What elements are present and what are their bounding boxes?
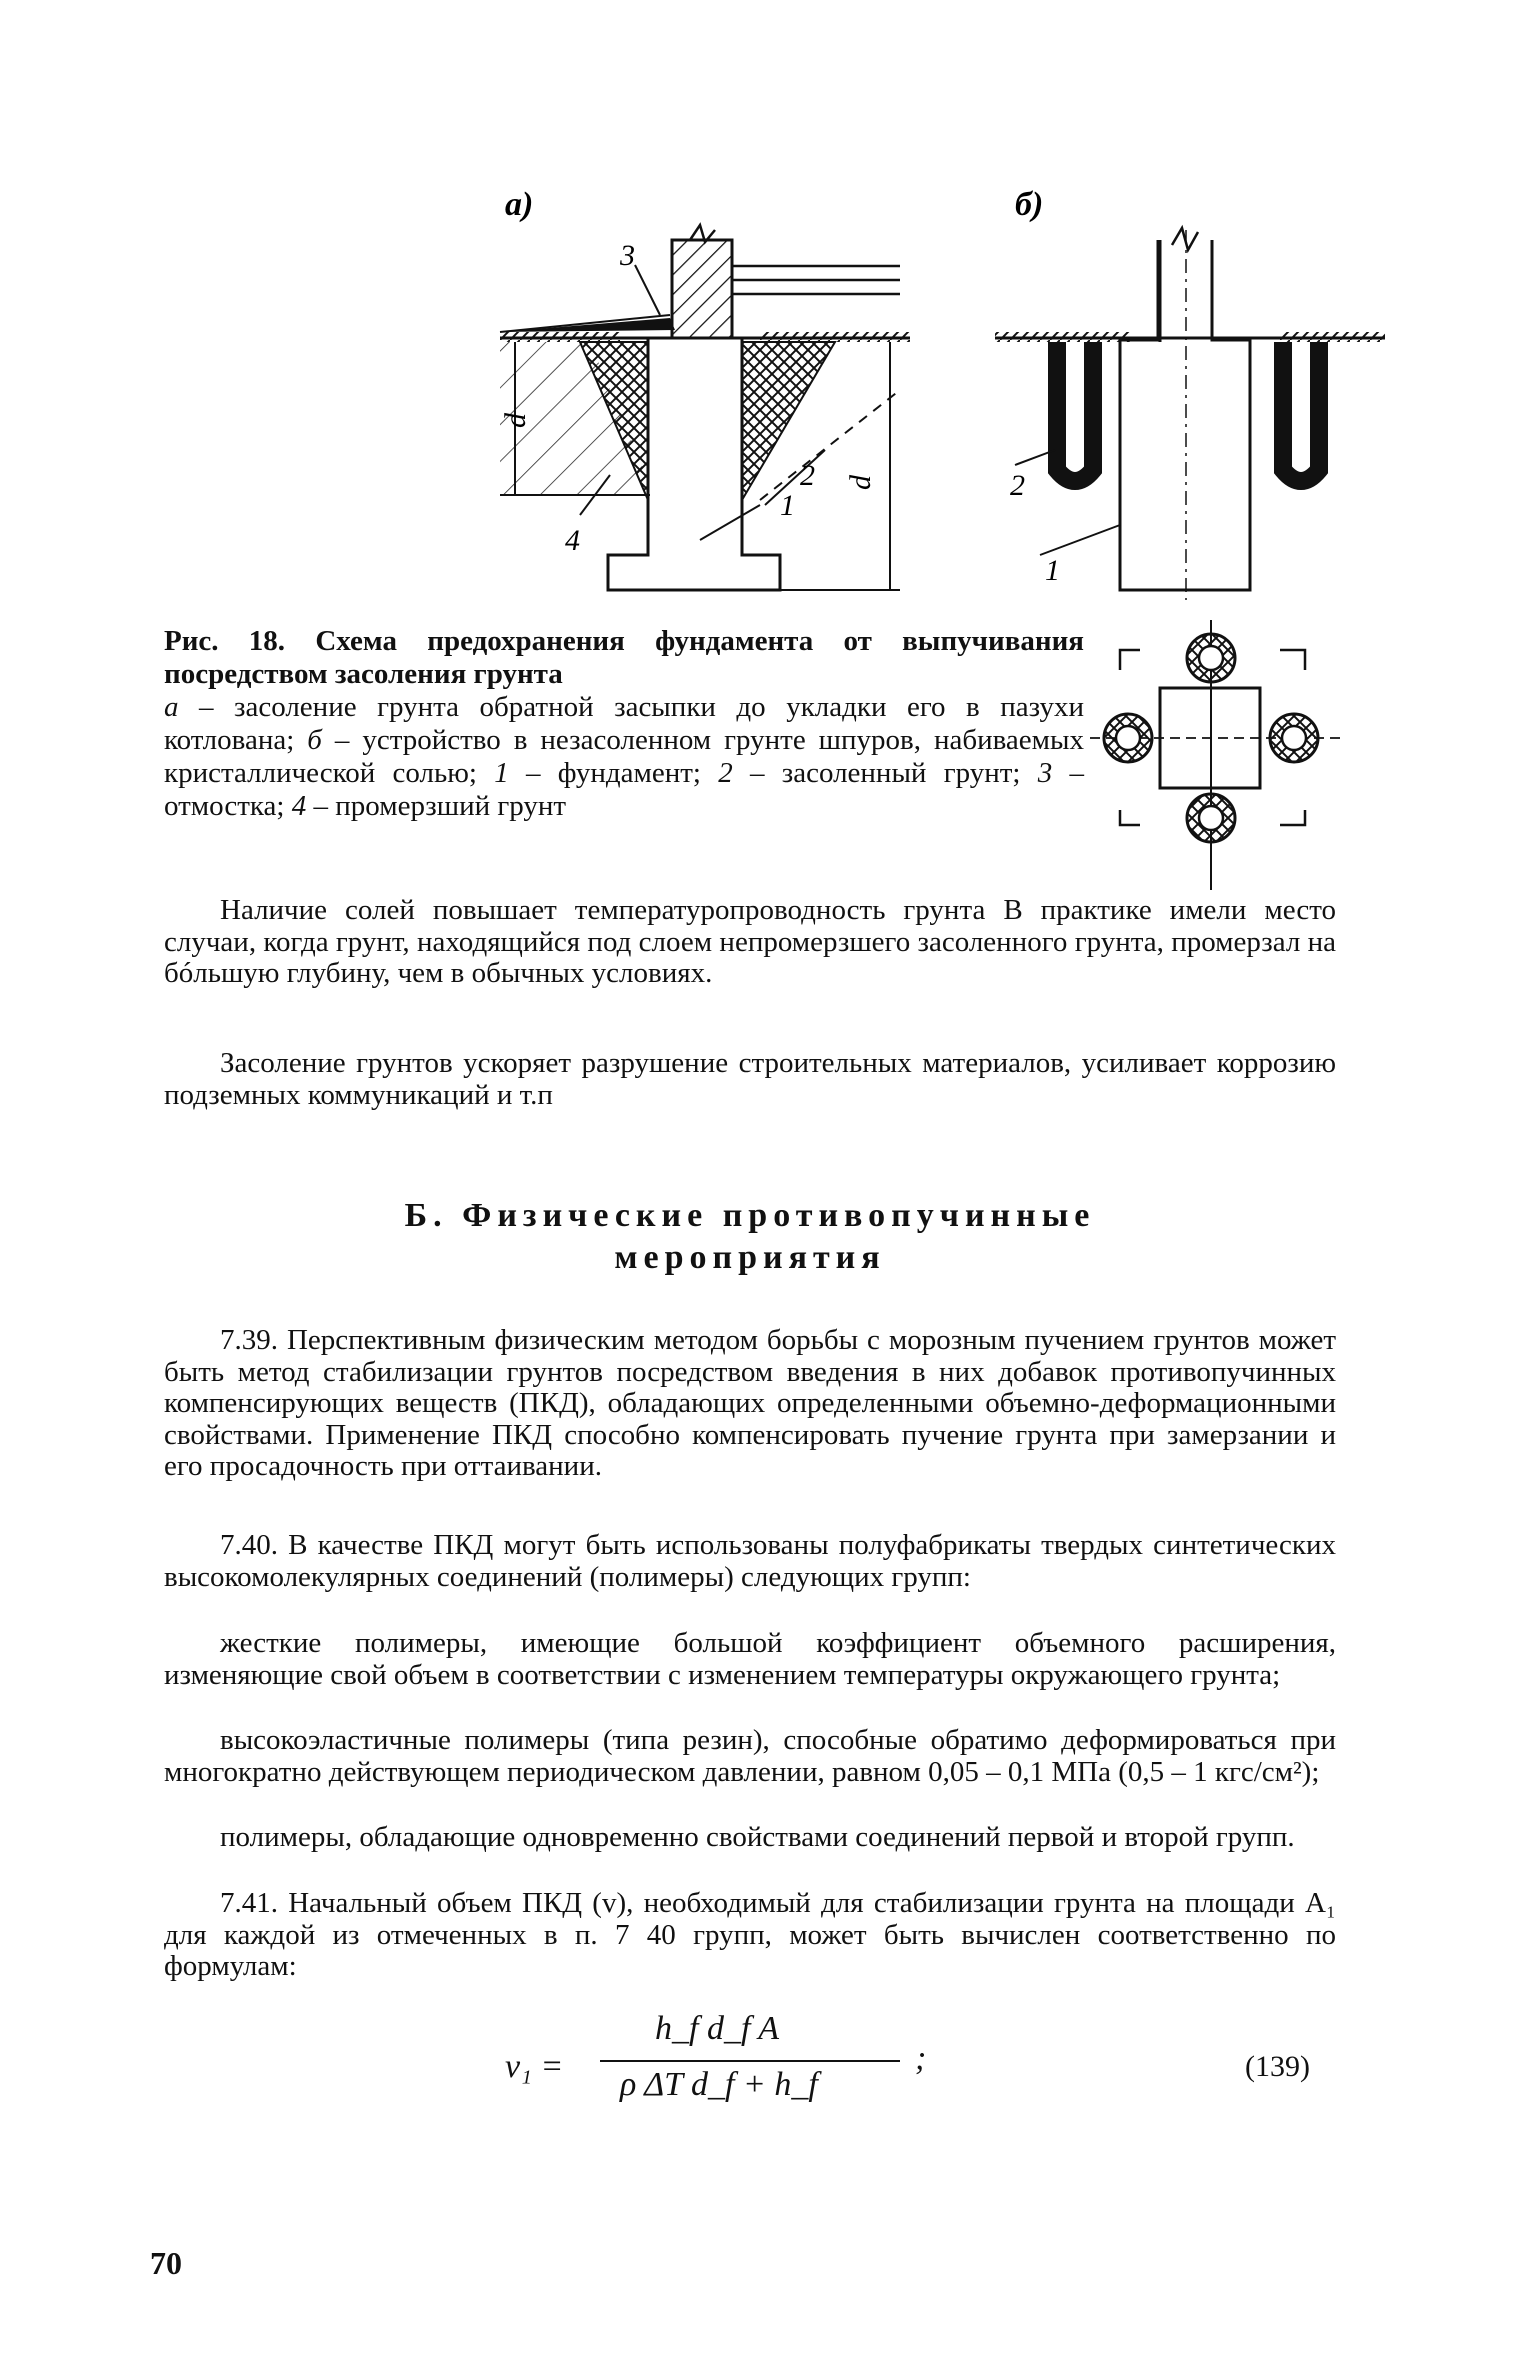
section-heading-line1: Б. Физические противопучинные xyxy=(404,1197,1096,1234)
legend-4-num: 4 xyxy=(291,790,307,822)
legend-4-text: – промерзший грунт xyxy=(306,790,567,822)
paragraph-7-39: 7.39. Перспективным физическим методом борьбы с морозным пучением грунтов может быть метод стабилизации грунтов посредством введения в них добавок противопучинных компенсирующих веществ (ПКД), обладающих определенными объемно-деформационными свойствами. Применение ПКД способно компенсировать пучение грунта при замерзании и его просадочность при оттаивании. xyxy=(164,1324,1336,1482)
caption-a-text: – засоление грунта обратной засыпки до укладки его в пазухи котлована; xyxy=(164,691,1084,756)
formula-semicolon: ; xyxy=(915,2040,927,2077)
legend-1-text: – фундамент; xyxy=(508,757,701,789)
formula-numerator: h_f d_f A xyxy=(655,2010,780,2047)
formula-denominator: ρ ΔT d_f + h_f xyxy=(620,2066,818,2103)
legend-2-text: – засоленный грунт; xyxy=(732,757,1021,789)
list-group-3: полимеры, обладающие одновременно свойствами соединений первой и второй групп. xyxy=(220,1821,1295,1853)
formula-139 xyxy=(505,2010,1355,2120)
callout-4: 4 xyxy=(565,524,580,557)
callout-3: 3 xyxy=(620,239,635,272)
caption-b-label: б xyxy=(307,724,322,756)
legend-1-num: 1 xyxy=(494,757,509,789)
list-group-1: жесткие полимеры, имеющие большой коэффициент объемного расширения, изменяющие свой объем в соответствии с изменением температуры окружающего грунта; xyxy=(164,1627,1336,1691)
caption-a-label: а xyxy=(164,691,179,723)
section-heading-line2: мероприятия xyxy=(614,1239,886,1276)
paragraph-7-40: 7.40. В качестве ПКД могут быть использованы полуфабрикаты твердых синтетических высокомолекулярных соединений (полимеры) следующих групп: xyxy=(164,1529,1336,1593)
legend-2-num: 2 xyxy=(718,757,733,789)
paragraph-salt-effect: Наличие солей повышает температуропроводность грунта В практике имели место случаи, когда грунт, находящийся под слоем непромерзшего засоленного грунта, промерзал на бóльшую глубину, чем в обычных условиях. xyxy=(164,894,1336,989)
callout-d1: d xyxy=(499,413,532,428)
callout-b-1: 1 xyxy=(1045,554,1060,587)
callout-d: d xyxy=(844,475,877,490)
list-group-2: высокоэластичные полимеры (типа резин), способные обратимо деформироваться при многократно действующем периодическом давлении, равном 0,05 – 0,1 МПа (0,5 – 1 кгс/см²); xyxy=(164,1724,1336,1788)
legend-3-text: – отмостка; xyxy=(164,757,1085,822)
equation-number: (139) xyxy=(1245,2050,1310,2083)
figure-caption xyxy=(164,625,1084,823)
fig-b-label: б) xyxy=(1015,186,1044,223)
callout-2: 2 xyxy=(800,459,815,492)
page-number: 70 xyxy=(150,2245,182,2281)
fraction-bar xyxy=(600,2060,900,2062)
diagram-b xyxy=(995,186,1385,600)
callout-b-2: 2 xyxy=(1010,469,1025,502)
caption-title: Рис. 18. Схема предохранения фундамента от выпучивания посредством засоления грунта xyxy=(164,625,1084,690)
section-heading xyxy=(164,1195,1336,1279)
formula-lhs: v₁ = xyxy=(505,2048,564,2085)
legend-3-num: 3 xyxy=(1037,757,1053,789)
diagram-a xyxy=(499,186,910,590)
caption-b-text: – устройство в незасоленном грунте шпуров, набиваемых кристаллической солью; xyxy=(164,724,1085,789)
paragraph-7-41: 7.41. Начальный объем ПКД (v), необходимый для стабилизации грунта на площади A₁ для каждой из отмеченных в п. 7 40 групп, может быть вычислен соответственно по формулам: xyxy=(164,1887,1336,1982)
callout-1: 1 xyxy=(780,489,795,522)
fig-a-label: а) xyxy=(505,186,534,223)
paragraph-salt-corrosion: Засоление грунтов ускоряет разрушение строительных материалов, усиливает коррозию подземных коммуникаций и т.п xyxy=(164,1047,1336,1111)
plan-view xyxy=(1090,620,1340,890)
